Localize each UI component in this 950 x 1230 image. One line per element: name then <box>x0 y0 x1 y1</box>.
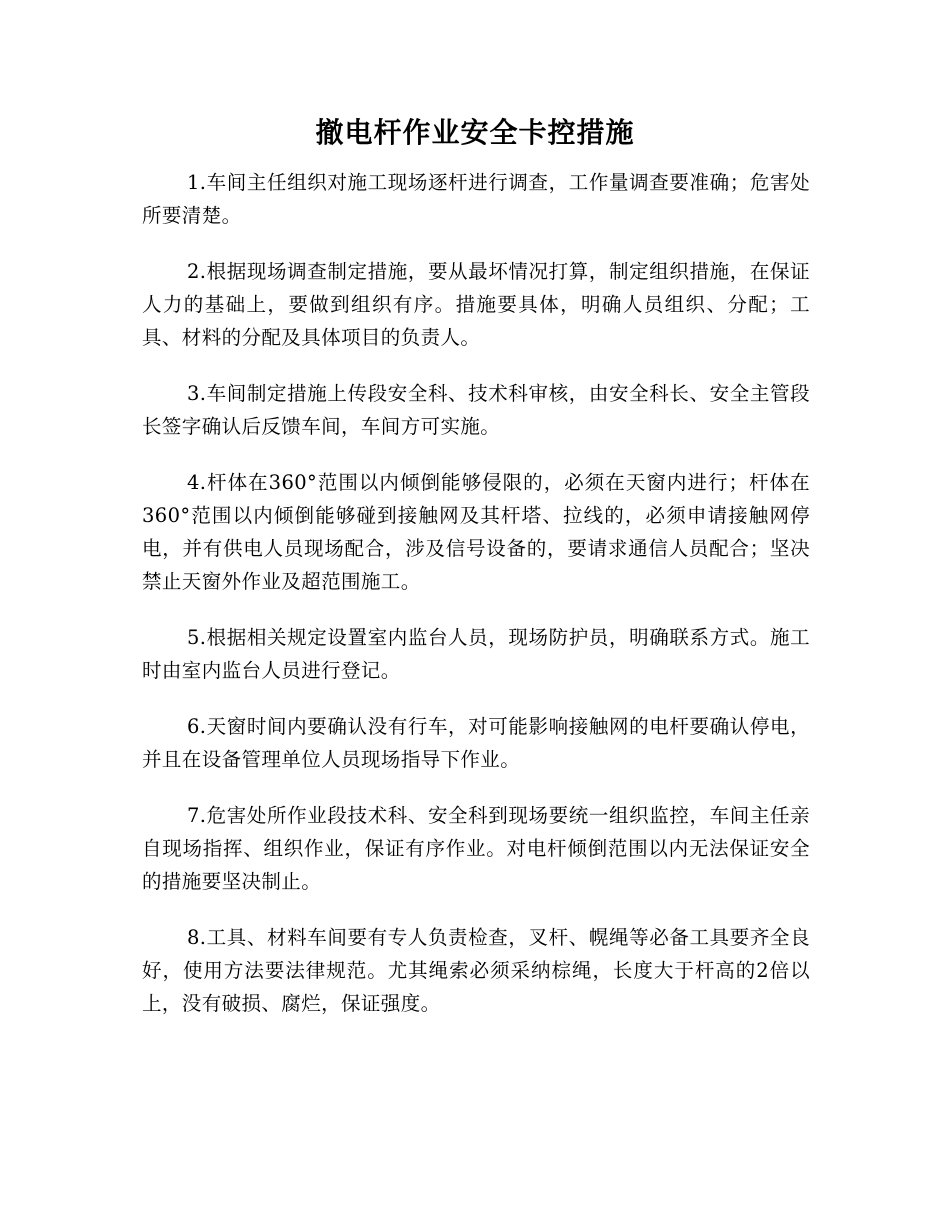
paragraph-3: 3.车间制定措施上传段安全科、技术科审核，由安全科长、安全主管段长签字确认后反馈车间，车间方可实施。 <box>142 382 810 438</box>
paragraph-4: 4.杆体在360°范围以内倾倒能够侵限的，必须在天窗内进行；杆体在360°范围以内倾倒能够碰到接触网及其杆塔、拉线的，必须申请接触网停电，并有供电人员现场配合，涉及信号设备的，要请求通信人员配合；坚决禁止天窗外作业及超范围施工。 <box>142 471 810 593</box>
document-body <box>142 166 810 1020</box>
paragraph-2: 2.根据现场调查制定措施，要从最坏情况打算，制定组织措施，在保证人力的基础上，要做到组织有序。措施要具体，明确人员组织、分配；工具、材料的分配及具体项目的负责人。 <box>142 260 810 349</box>
document-title: 撤电杆作业安全卡控措施 <box>315 116 635 149</box>
paragraph-8: 8.工具、材料车间要有专人负责检查，叉杆、幌绳等必备工具要齐全良好，使用方法要法律规范。尤其绳索必须采纳棕绳，长度大于杆高的2倍以上，没有破损、腐烂，保证强度。 <box>142 926 810 1015</box>
paragraph-5: 5.根据相关规定设置室内监台人员，现场防护员，明确联系方式。施工时由室内监台人员进行登记。 <box>142 626 810 682</box>
paragraph-1: 1.车间主任组织对施工现场逐杆进行调查，工作量调查要准确；危害处所要清楚。 <box>142 171 810 227</box>
paragraph-7: 7.危害处所作业段技术科、安全科到现场要统一组织监控，车间主任亲自现场指挥、组织作业，保证有序作业。对电杆倾倒范围以内无法保证安全的措施要坚决制止。 <box>142 804 810 893</box>
paragraph-6: 6.天窗时间内要确认没有行车，对可能影响接触网的电杆要确认停电，并且在设备管理单位人员现场指导下作业。 <box>142 715 810 771</box>
